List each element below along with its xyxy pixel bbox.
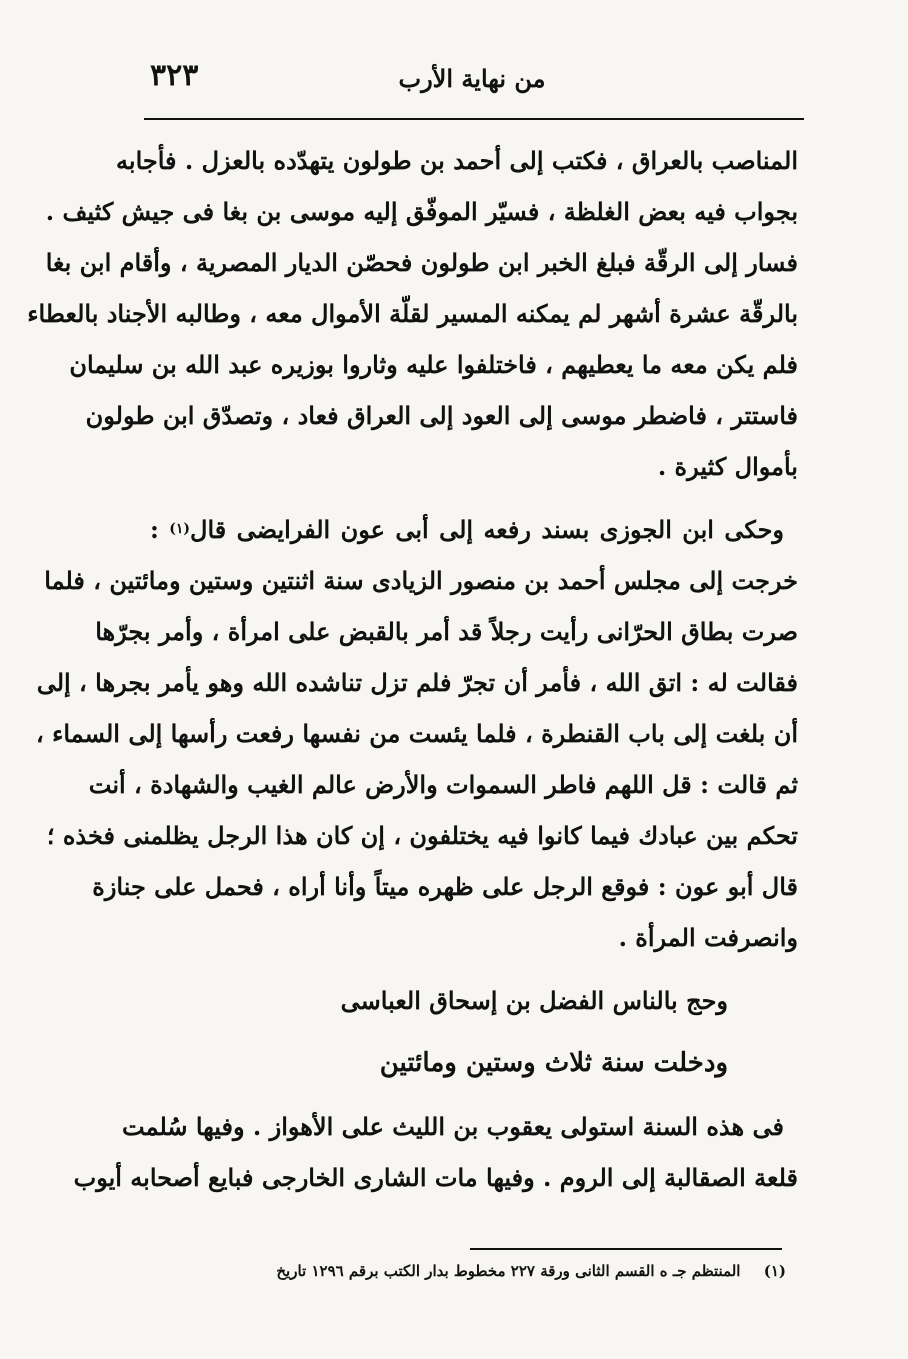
text-line: المناصب بالعراق ، فكتب إلى أحمد بن طولون يتهدّده بالعزل . فأجابه <box>116 146 798 175</box>
text-line: وانصرفت المرأة . <box>618 923 798 952</box>
body-text <box>27 135 798 1203</box>
hajj-line: وحج بالناس الفضل بن إسحاق العباسى <box>340 986 728 1015</box>
paragraph-1 <box>27 135 798 492</box>
text-line: تحكم بين عبادك فيما كانوا فيه يختلفون ، إن كان هذا الرجل يظلمنى فخذه ؛ <box>46 821 798 850</box>
text-line <box>150 504 798 555</box>
page-number: ٣٢٣ <box>150 58 199 93</box>
footnote-rule <box>470 1248 782 1250</box>
text-line: خرجت إلى مجلس أحمد بن منصور الزيادى سنة اثنتين وستين ومائتين ، فلما <box>44 566 798 595</box>
text-line: فاستتر ، فاضطر موسى إلى العود إلى العراق فعاد ، وتصدّق ابن طولون <box>85 401 798 430</box>
footnote <box>230 1262 786 1280</box>
footnote-text: المنتظم جـ ه القسم الثانى ورقة ٢٢٧ مخطوط بدار الكتب برقم ١٢٩٦ تاريخ <box>276 1262 741 1280</box>
running-title: من نهاية الأرب <box>398 64 546 93</box>
header-rule <box>144 118 804 120</box>
paragraph-3 <box>73 1101 798 1203</box>
year-heading: ودخلت سنة ثلاث وستين ومائتين <box>379 1048 728 1078</box>
footnote-ref: (١) <box>169 521 191 537</box>
text-line: فقالت له : اتق الله ، فأمر أن تجرّ فلم تزل تناشده الله وهو يأمر بجرها ، إلى <box>36 668 798 697</box>
text-segment: وحكى ابن الجوزى بسند رفعه إلى أبى عون الفرايضى قال <box>190 515 784 544</box>
colon: : <box>150 515 159 544</box>
text-line: فلم يكن معه ما يعطيهم ، فاختلفوا عليه وثاروا بوزيره عبد الله بن سليمان <box>69 350 798 379</box>
footnote-marker: (١) <box>763 1262 786 1280</box>
text-line: فسار إلى الرقّة فبلغ الخبر ابن طولون فحصّن الديار المصرية ، وأقام ابن بغا <box>45 248 798 277</box>
text-line: أن بلغت إلى باب القنطرة ، فلما يئست من نفسها رفعت رأسها إلى السماء ، <box>36 719 798 748</box>
text-line: بأموال كثيرة . <box>657 452 798 481</box>
text-line: بالرقّة عشرة أشهر لم يمكنه المسير لقلّة الأموال معه ، وطالبه الأجناد بالعطاء <box>27 299 798 328</box>
text-line: ثم قالت : قل اللهم فاطر السموات والأرض عالم الغيب والشهادة ، أنت <box>88 770 798 799</box>
text-line: قال أبو عون : فوقع الرجل على ظهره ميتاً وأنا أراه ، فحمل على جنازة <box>92 872 798 901</box>
page-header <box>140 58 804 108</box>
paragraph-2 <box>36 504 798 963</box>
text-line: فى هذه السنة استولى يعقوب بن الليث على الأهواز . وفيها سُلمت <box>122 1112 784 1141</box>
text-line: بجواب فيه بعض الغلظة ، فسيّر الموفّق إليه موسى بن بغا فى جيش كثيف . <box>45 197 798 226</box>
text-line: قلعة الصقالبة إلى الروم . وفيها مات الشارى الخارجى فبايع أصحابه أيوب <box>73 1163 798 1192</box>
text-line: صرت بطاق الحرّانى رأيت رجلاً قد أمر بالقبض على امرأة ، وأمر بجرّها <box>95 617 798 646</box>
